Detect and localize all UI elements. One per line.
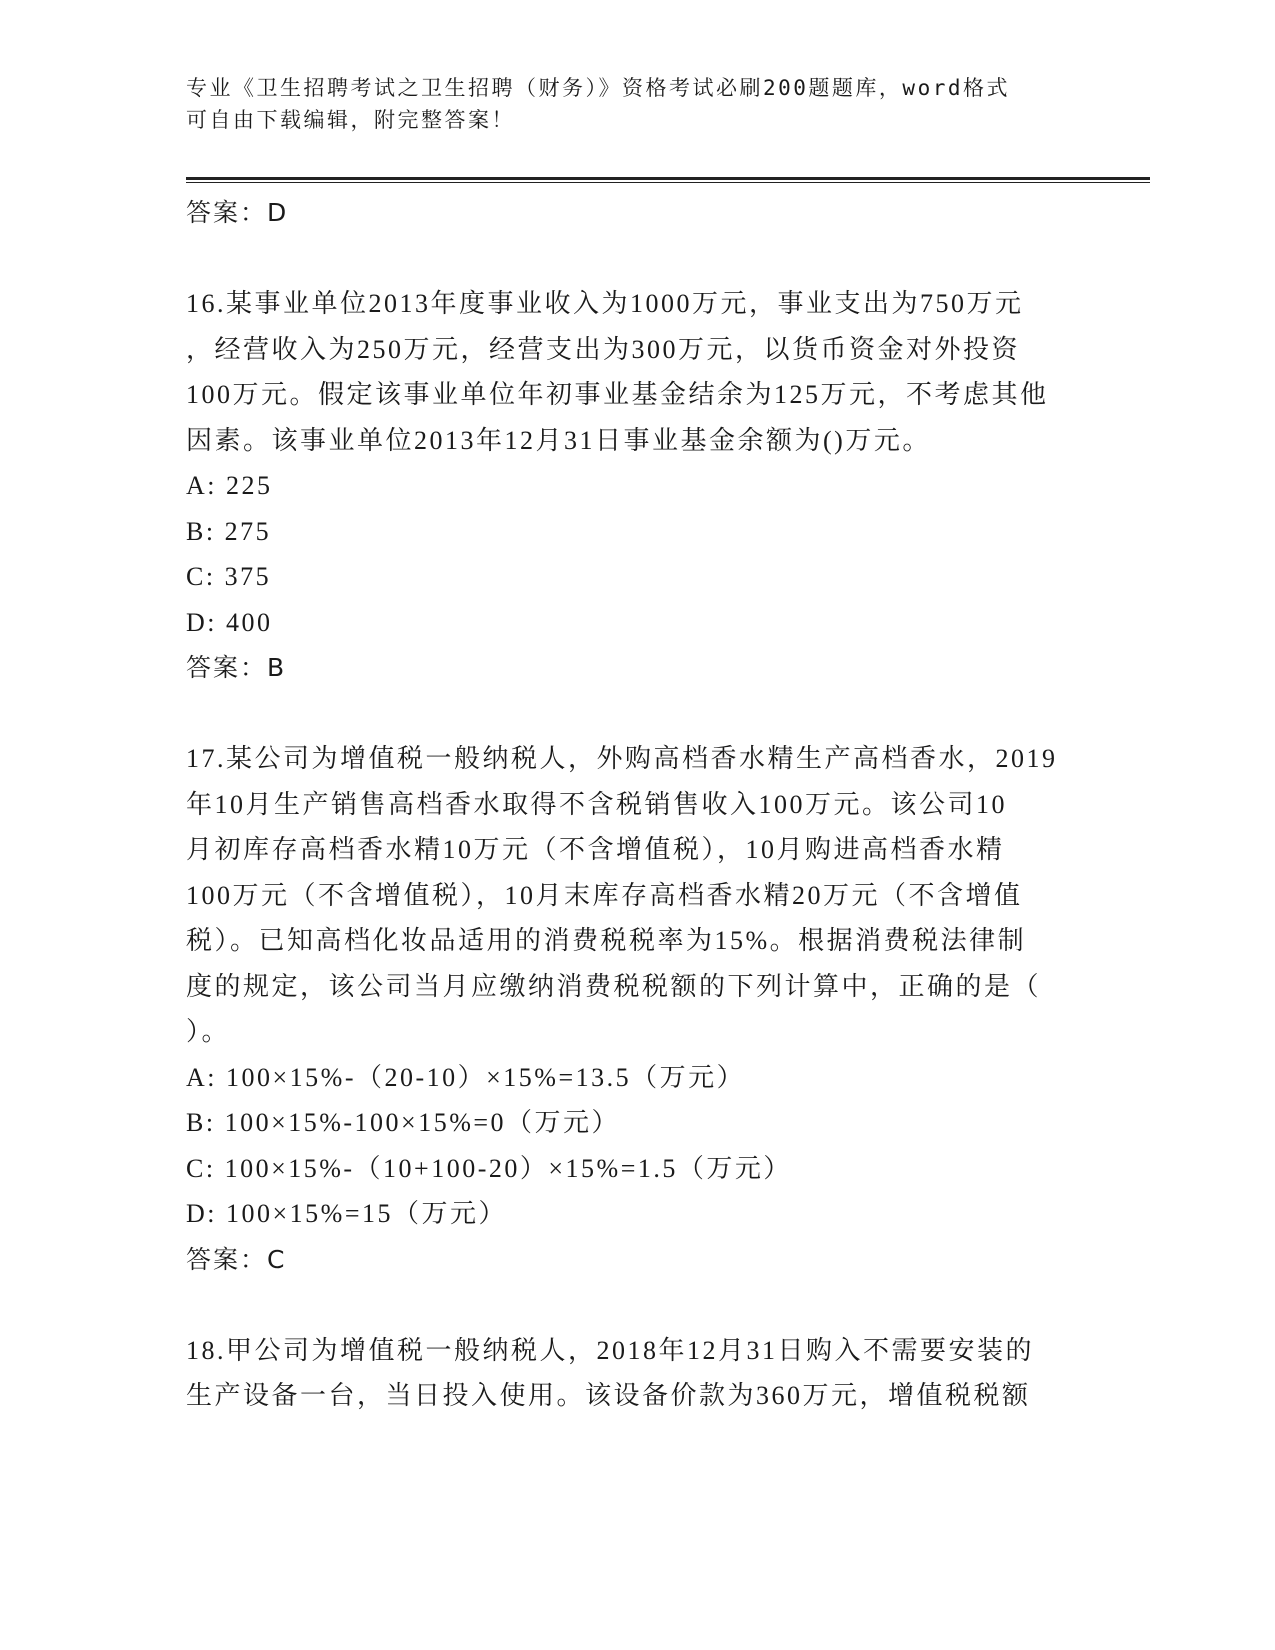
- question-text-line: 年10月生产销售高档香水取得不含税销售收入100万元。该公司10: [186, 789, 1008, 819]
- option-d: D: 100×15%=15（万元）: [186, 1199, 507, 1228]
- option-a: A: 100×15%-（20-10）×15%=13.5（万元）: [186, 1062, 746, 1092]
- question-text-line: 税）。已知高档化妆品适用的消费税税率为15%。根据消费税法律制: [186, 926, 1027, 955]
- option-c: C: 100×15%-（10+100-20）×15%=1.5（万元）: [186, 1153, 792, 1183]
- question-text-line: 生产设备一台，当日投入使用。该设备价款为360万元，增值税税额: [186, 1381, 1031, 1410]
- page-header: [186, 72, 1066, 136]
- question-text-line: 17.某公司为增值税一般纳税人，外购高档香水精生产高档香水，2019: [186, 744, 1058, 773]
- question-text-line: ）。: [186, 1017, 231, 1046]
- spacer: [186, 1282, 1086, 1328]
- answer: 答案：C: [186, 1244, 287, 1274]
- header-line-1: 专业《卫生招聘考试之卫生招聘（财务）》资格考试必刷200题题库，word格式: [186, 76, 1010, 100]
- option-b: B: 275: [186, 516, 272, 546]
- option-a: A: 225: [186, 471, 273, 500]
- question-text-line: 100万元。假定该事业单位年初事业基金结余为125万元，不考虑其他: [186, 380, 1049, 409]
- spacer: [186, 691, 1086, 737]
- question-18: [186, 1328, 1086, 1419]
- header-line-2: 可自由下载编辑，附完整答案！: [186, 108, 515, 132]
- question-text-line: 100万元（不含增值税），10月末库存高档香水精20万元（不含增值: [186, 880, 1023, 910]
- option-c: C: 375: [186, 562, 272, 591]
- question-text-line: 月初库存高档香水精10万元（不含增值税），10月购进高档香水精: [186, 835, 1005, 864]
- question-16: [186, 281, 1086, 691]
- previous-answer: 答案：D: [186, 198, 289, 227]
- header-divider: [186, 177, 1150, 180]
- header-divider-thin: [186, 182, 1150, 183]
- answer: 答案：B: [186, 653, 287, 682]
- question-text-line: 18.甲公司为增值税一般纳税人，2018年12月31日购入不需要安装的: [186, 1335, 1035, 1365]
- question-text-line: 度的规定，该公司当月应缴纳消费税税额的下列计算中，正确的是（: [186, 971, 1042, 1001]
- spacer: [186, 236, 1086, 282]
- question-17: [186, 736, 1086, 1282]
- question-text-line: 因素。该事业单位2013年12月31日事业基金余额为()万元。: [186, 425, 931, 455]
- question-text-line: 16.某事业单位2013年度事业收入为1000万元，事业支出为750万元: [186, 289, 1024, 318]
- document-body: [186, 190, 1086, 1419]
- option-d: D: 400: [186, 607, 273, 637]
- question-text-line: ，经营收入为250万元，经营支出为300万元，以货币资金对外投资: [186, 334, 1021, 364]
- option-b: B: 100×15%-100×15%=0（万元）: [186, 1108, 621, 1137]
